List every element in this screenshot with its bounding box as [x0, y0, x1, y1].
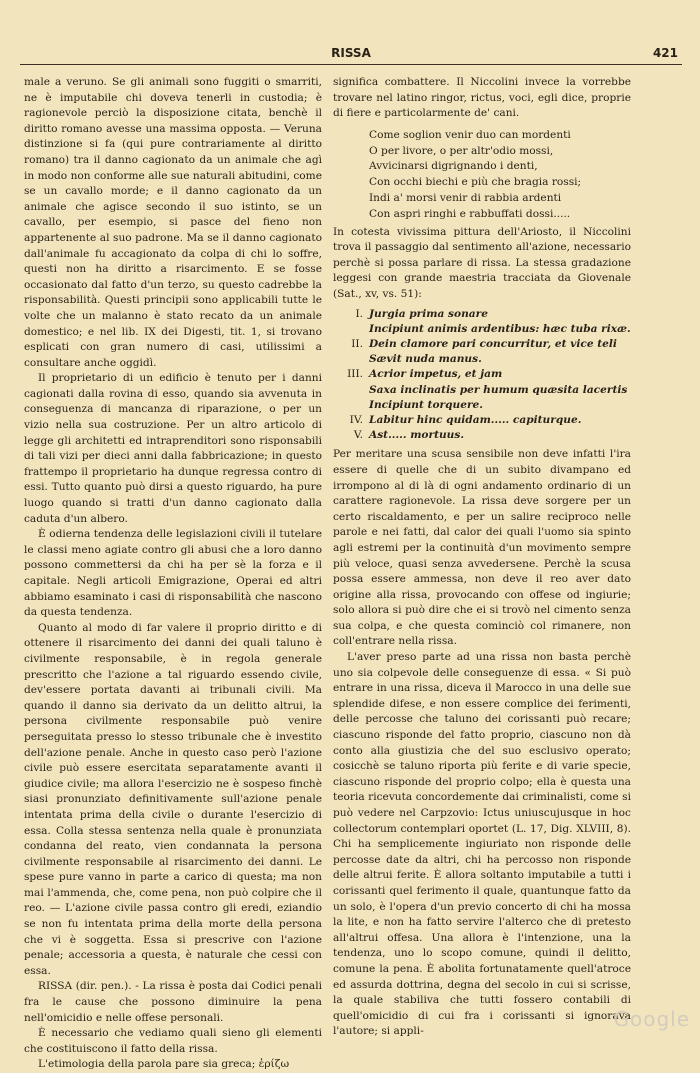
verse-line: Indi a' morsi venir di rabbia ardenti — [369, 191, 562, 204]
verse-line: Con occhi biechi e più che bragia rossi; — [369, 176, 582, 189]
verse-line: Avvicinarsi digrignando i denti, — [369, 160, 538, 173]
latin-row — [339, 337, 631, 352]
roman-numeral: II. — [351, 337, 363, 350]
page-number: 421 — [652, 46, 678, 60]
latin-quote — [339, 307, 631, 444]
latin-line: Labitur hinc quidam..... capiturque. — [369, 413, 582, 426]
verse-quote — [369, 128, 631, 223]
paragraph: L'etimologia della parola pare sia greca; ἐρίζω — [38, 1058, 290, 1071]
latin-line: Incipiunt animis ardentibus: hæc tuba rixæ. — [369, 322, 631, 335]
paragraph: Il proprietario di un edificio è tenuto per i danni cagionati dalla rovina di esso, quando sia avvenuta in conseguenza di mancanza di riparazione, o per un vizio nella sua costruzione. Per un altro articolo di legge gli architetti ed intraprenditori sono risponsabili di tali vizi per dieci anni dalla fabbricazione; in questo frattempo il proprietario ha dunque regressa contro di essi. Tutto quanto può dirsi a questo riguardo, ha pure luogo quando si tratti d'un danno cagionato dalla caduta d'un albero. — [24, 372, 322, 525]
roman-numeral: III. — [347, 368, 363, 381]
latin-line: Acrior impetus, et jam — [369, 368, 503, 381]
header-title: RISSA — [331, 46, 371, 60]
paragraph: È odierna tendenza delle legislazioni civili il tutelare le classi meno agiate contro gli abusi che a loro danno possono commettersi da chi ha per sè la forza e il capitale. Negli articoli Emigrazione, Operai ed altri abbiamo esaminato i casi di risponsabilità che nascono da questa tendenza. — [24, 528, 322, 619]
latin-line: Jurgia prima sonare — [369, 307, 488, 320]
latin-row — [339, 428, 631, 443]
entry-heading-paragraph: RISSA (dir. pen.). - La rissa è posta dai Codici penali fra le cause che possono diminuire la pena nell'omicidio e nelle offese personali. — [24, 980, 322, 1024]
paragraph: È necessario che vediamo quali sieno gli elementi che costituiscono il fatto della rissa. — [24, 1027, 322, 1055]
verse-line: O per livore, o per altr'odio mossi, — [369, 144, 554, 157]
watermark-text: Google — [613, 1007, 690, 1031]
running-header — [20, 44, 682, 65]
latin-line: Saxa inclinatis per humum quæsita lacertis — [369, 383, 628, 396]
latin-row — [339, 307, 631, 322]
left-column — [24, 75, 322, 1073]
latin-line: Dein clamore pari concurritur, et vice teli — [369, 337, 617, 350]
latin-line: Ast..... mortuus. — [369, 429, 465, 442]
paragraph: L'aver preso parte ad una rissa non basta perchè uno sia colpevole delle conseguenze di essa. « Si può entrare in una rissa, diceva il Marocco in una delle sue splendide difese, e non essere complice dei ferimenti, delle percosse che taluno dei corissanti può recare; ciascuno risponde del fatto proprio, ciascuno non dà conto alla giustizia che del suo esclusivo operato; cosicchè se taluno riporta più ferite e di varie specie, ciascuno risponde del proprio colpo; ella è questa una teoria ricevuta concordemente dai criminalisti, come si può vedere nel Carpzovio: Ictus uniuscujusque in hoc collectorum contemplari oportet (L. 17, Dig. XLVIII, 8). Chi ha semplicemente ingiuriato non risponde delle percosse date da altri, chi ha percosso non risponde delle altrui ferite. È allora soltanto imputabile a tutti i corissanti quel ferimento il quale, quantunque fatto da un solo, è l'opera d'un previo concerto di chi ha mossa la lite, e non ha fatto servire l'alterco che di pretesto all'altrui offesa. Una allora è l'intenzione, una la tendenza, uno lo scopo comune, quindi il delitto, comune la pena. È abolita fortunatamente quell'atroce ed assurda dottrina, degna del secolo in cui si scrisse, la quale stabiliva che tutti fossero contabili di quell'omicidio di cui fra i corissanti si ignorava l'autore; si appli- — [333, 651, 631, 1038]
verse-line: Come soglion venir duo can mordenti — [369, 128, 571, 141]
roman-numeral: I. — [355, 307, 363, 320]
paragraph: Quanto al modo di far valere il proprio diritto e di ottenere il risarcimento dei danni dei quali taluno è civilmente responsabile, è in regola generale prescritto che l'azione a tal riguardo essendo civile, dev'essere portata davanti ai tribunali civili. Ma quando il danno sia derivato da un delitto altrui, la persona civilmente responsabile può venire perseguitata presso lo stesso tribunale che è investito dell'azione penale. Anche in questo caso però l'azione civile può essere esercitata separatamente avanti il giudice civile; ma allora l'esercizio ne è sospeso finchè siasi pronunziato definitivamente sull'azione penale intentata prima della civile o durante l'esercizio di essa. Colla stessa sentenza nella quale è pronunziata condanna del reato, vien condannata la persona civilmente responsabile al risarcimento dei danni. Le spese pure vanno in parte a carico di questa; ma non mai l'ammenda, che, come pena, non può colpire che il reo. — L'azione civile passa contro gli eredi, eziandio se non fu intentata prima della morte della persona che vi è soggetta. Essa si prescrive con l'azione penale; accessoria a questa, è naturale che cessi con essa. — [24, 621, 322, 977]
paragraph: significa combattere. Il Niccolini invece la vorrebbe trovare nel latino ringor, rictus, voci, egli dice, proprie di fiere e particolarmente de' cani. — [333, 76, 631, 120]
latin-row — [339, 367, 631, 382]
roman-numeral: IV. — [349, 413, 363, 426]
paragraph: In cotesta vivissima pittura dell'Ariosto, il Niccolini trova il passaggio dal sentimento all'azione, necessario perchè si possa parlare di rissa. La stessa gradazione leggesi con grande maestria tracciata da Giovenale (Sat., xv, vs. 51): — [333, 225, 631, 300]
right-column — [333, 75, 631, 1040]
latin-row — [339, 413, 631, 428]
verse-line: Con aspri ringhi e rabbuffati dossi..... — [369, 207, 571, 220]
latin-line: Incipiunt torquere. — [369, 398, 483, 411]
paragraph: Per meritare una scusa sensibile non deve infatti l'ira essere di quelle che di un subito divampano ed irrompono al di là di ogni andamento ordinario di un carattere ragionevole. La rissa deve sorgere per un certo riscaldamento, e per un salire reciproco nelle parole e nei fatti, dal calor dei quali l'uomo sia spinto agli estremi per la continuità d'un movimento sempre più veloce, quasi senza avvedersene. Perchè la scusa possa essere ammessa, non deve il reo aver dato origine alla rissa, provocando con offese od ingiurie; solo allora si può dire che ei si trovò nel cimento senza sua colpa, e che questa cominciò col rimanere, non coll'entrare nella rissa. — [333, 448, 631, 648]
roman-numeral: V. — [353, 429, 363, 442]
paragraph: male a veruno. Se gli animali sono fuggiti o smarriti, ne è imputabile chi doveva tenerli in custodia; è ragionevole perciò la disposizione citata, benchè il diritto romano avesse una massima opposta. — Veruna distinzione si fa (qui pure contrariamente al diritto romano) tra il danno cagionato da un animale che agì in modo non conforme alle sue naturali abitudini, come se un cavallo morde; e il danno cagionato da un animale che agisce secondo il suo istinto, se un cavallo, per esempio, si pasce del fieno non appartenente al suo padrone. Ma se il danno cagionato dall'animale fu accagionato da colpa di chi lo soffre, questi non ha diritto a risarcimento. E se fosse occasionato dal fatto d'un terzo, su questo cadrebbe la risponsabilità. Questi principii sono applicabili tutte le volte che un malanno è stato recato da un animale domestico; e nel lib. IX dei Digesti, tit. 1, si trovano esplicati con gran numero di casi, utilissimi a consultare anche oggidì. — [24, 76, 322, 369]
latin-line: Sævit nuda manus. — [369, 353, 482, 366]
